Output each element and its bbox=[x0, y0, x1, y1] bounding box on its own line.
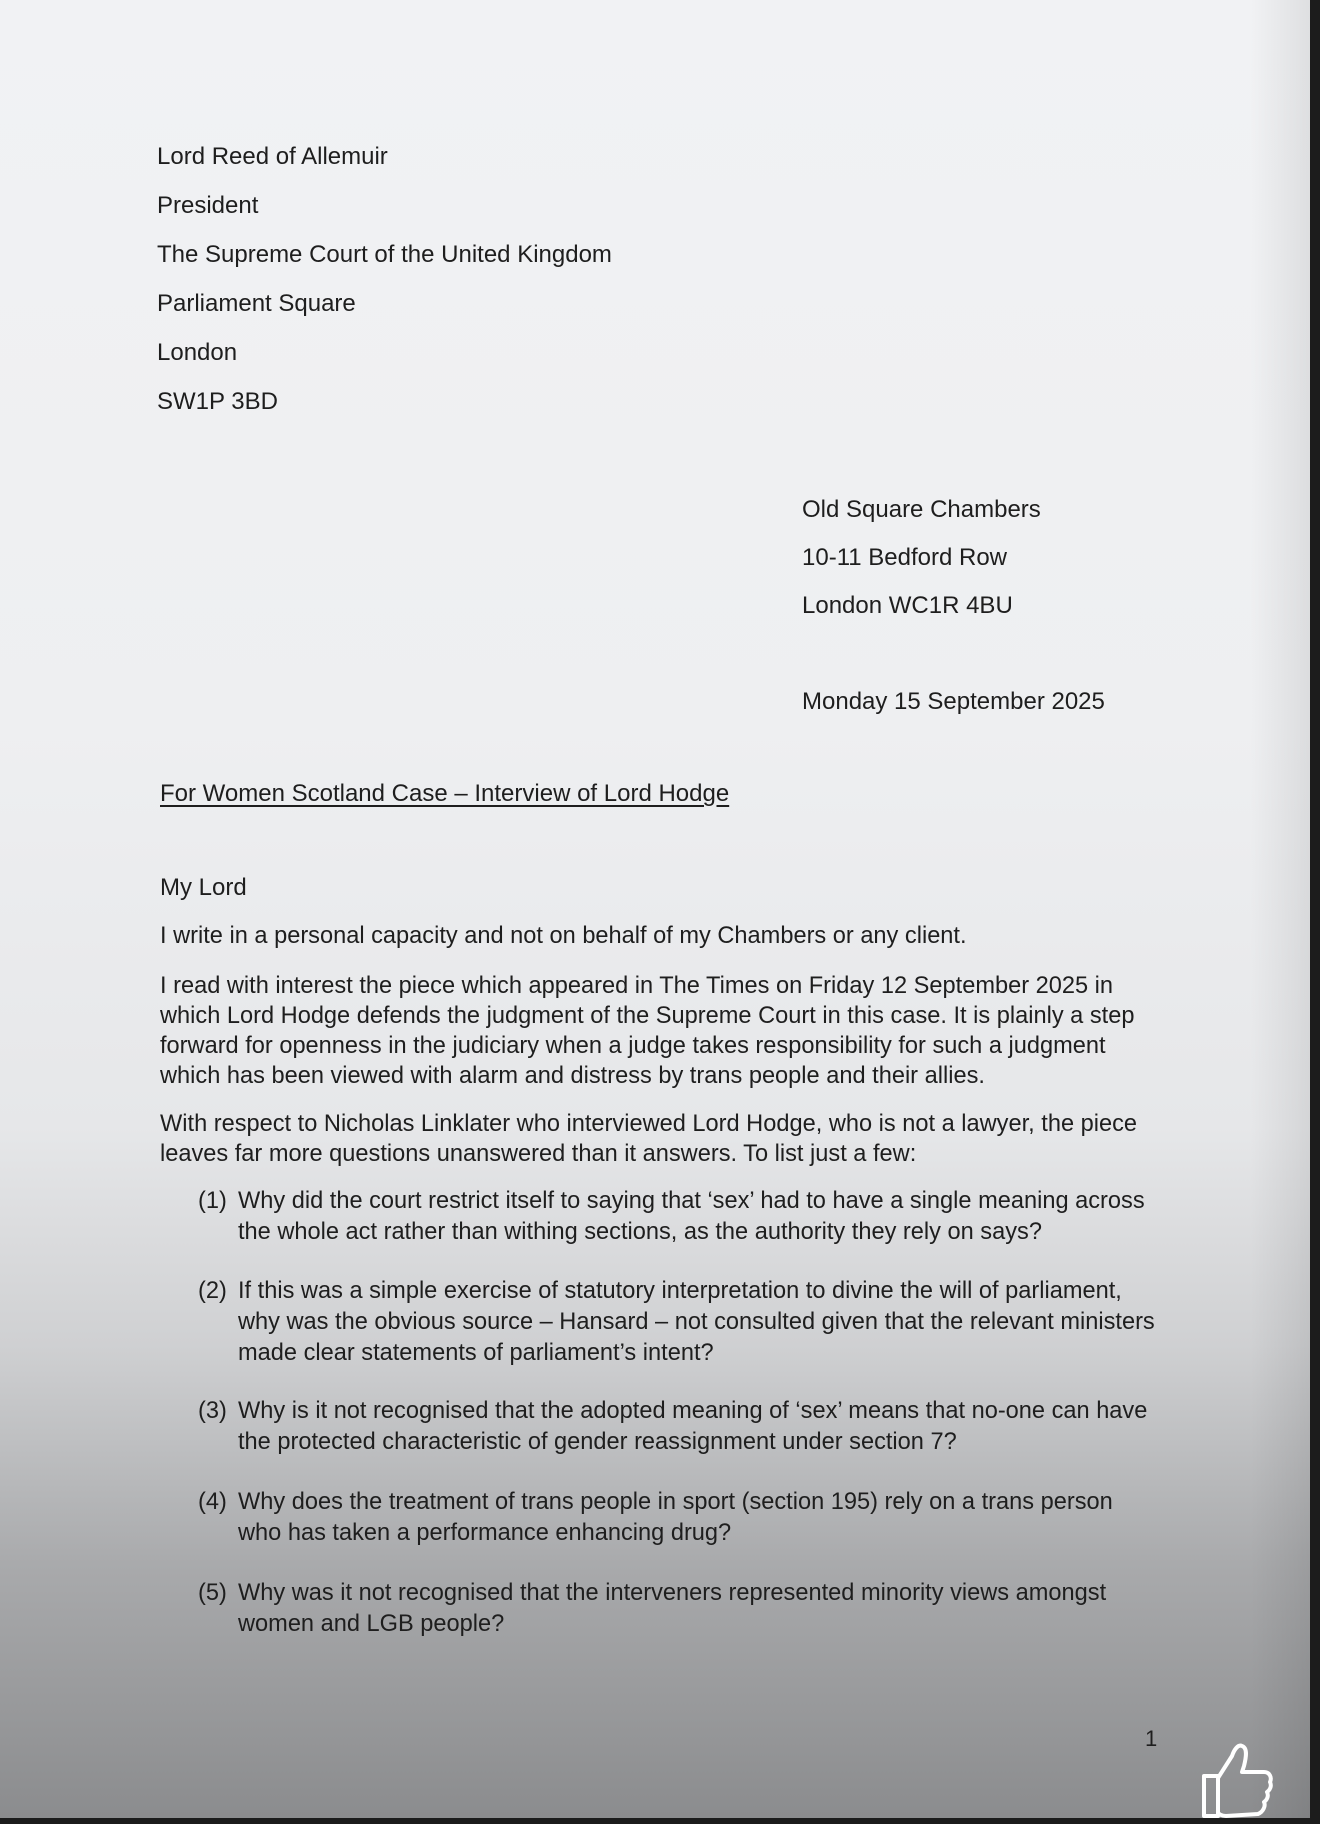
question-item bbox=[198, 1578, 1158, 1640]
recipient-postcode: SW1P 3BD bbox=[157, 388, 278, 415]
body-paragraph: I read with interest the piece which appeared in The Times on Friday 12 September 2025 in which Lord Hodge defends the judgment of the Supreme Court in this case. It is plainly a step forward for openness in the judiciary when a judge takes responsibility for such a judgment which has been viewed with alarm and distress by trans people and their allies. bbox=[160, 973, 1135, 1089]
question-text: Why is it not recognised that the adopted meaning of ‘sex’ means that no-one can have the protected characteristic of gender reassignment under section 7? bbox=[238, 1398, 1148, 1455]
question-number: (5) bbox=[198, 1580, 227, 1606]
question-text: Why was it not recognised that the interveners represented minority views amongst women and LGB people? bbox=[238, 1580, 1107, 1637]
question-number: (1) bbox=[198, 1188, 227, 1214]
question-text: Why does the treatment of trans people in sport (section 195) rely on a trans person who has taken a performance enhancing drug? bbox=[238, 1489, 1113, 1546]
recipient-name: Lord Reed of Allemuir bbox=[157, 143, 388, 170]
question-number: (2) bbox=[198, 1278, 227, 1304]
recipient-organisation: The Supreme Court of the United Kingdom bbox=[157, 241, 612, 268]
sender-street: 10-11 Bedford Row bbox=[802, 544, 1008, 571]
letter-heading: For Women Scotland Case – Interview of Lord Hodge bbox=[160, 780, 730, 807]
recipient-street: Parliament Square bbox=[157, 290, 356, 317]
question-number: (3) bbox=[198, 1398, 227, 1424]
question-text: Why did the court restrict itself to saying that ‘sex’ had to have a single meaning across the whole act rather than withing sections, as the authority they rely on says? bbox=[238, 1188, 1145, 1245]
salutation: My Lord bbox=[160, 874, 247, 901]
body-paragraph: With respect to Nicholas Linklater who interviewed Lord Hodge, who is not a lawyer, the piece leaves far more questions unanswered than it answers. To list just a few: bbox=[160, 1111, 1138, 1167]
question-item bbox=[198, 1487, 1158, 1549]
sender-city: London WC1R 4BU bbox=[802, 592, 1013, 619]
recipient-title: President bbox=[157, 192, 259, 219]
sender-chambers: Old Square Chambers bbox=[802, 496, 1041, 523]
letter-date: Monday 15 September 2025 bbox=[802, 688, 1105, 715]
recipient-city: London bbox=[157, 339, 238, 366]
body-paragraph: I write in a personal capacity and not on behalf of my Chambers or any client. bbox=[160, 923, 967, 949]
question-text: If this was a simple exercise of statutory interpretation to divine the will of parliament, why was the obvious source – Hansard – not consulted given that the relevant ministers made clear statements of parliament’s intent? bbox=[238, 1278, 1155, 1366]
question-item bbox=[198, 1276, 1158, 1369]
thumbs-up-icon[interactable] bbox=[1192, 1738, 1276, 1822]
question-item bbox=[198, 1186, 1158, 1248]
question-number: (4) bbox=[198, 1489, 227, 1515]
question-item bbox=[198, 1396, 1158, 1458]
page-number: 1 bbox=[1145, 1726, 1158, 1751]
